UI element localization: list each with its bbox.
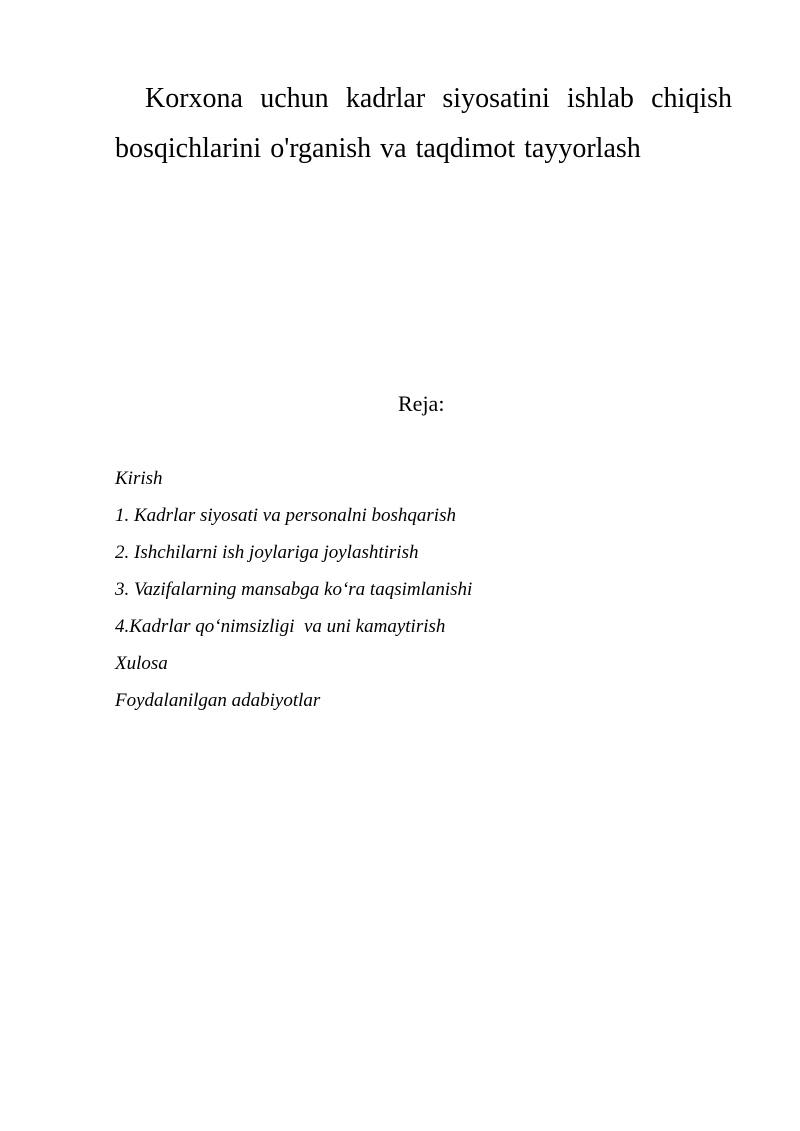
toc-item-conclusion: Xulosa xyxy=(115,653,168,674)
toc-item-4: 4.Kadrlar qo‘nimsizligi va uni kamaytirish xyxy=(115,616,446,637)
document-title: Korxona uchun kadrlar siyosatini ishlab chiqish bosqichlarini o'rganish va taqdimot tayyorlash xyxy=(115,83,732,164)
toc-item-1: 1. Kadrlar siyosati va personalni boshqarish xyxy=(115,505,456,526)
plan-heading: Reja: xyxy=(398,391,445,416)
toc-item-introduction: Kirish xyxy=(115,468,163,489)
table-of-contents xyxy=(115,465,472,724)
toc-item-3: 3. Vazifalarning mansabga ko‘ra taqsimlanishi xyxy=(115,579,473,600)
toc-item-references: Foydalanilgan adabiyotlar xyxy=(115,690,321,711)
toc-item-2: 2. Ishchilarni ish joylariga joylashtirish xyxy=(115,542,419,563)
